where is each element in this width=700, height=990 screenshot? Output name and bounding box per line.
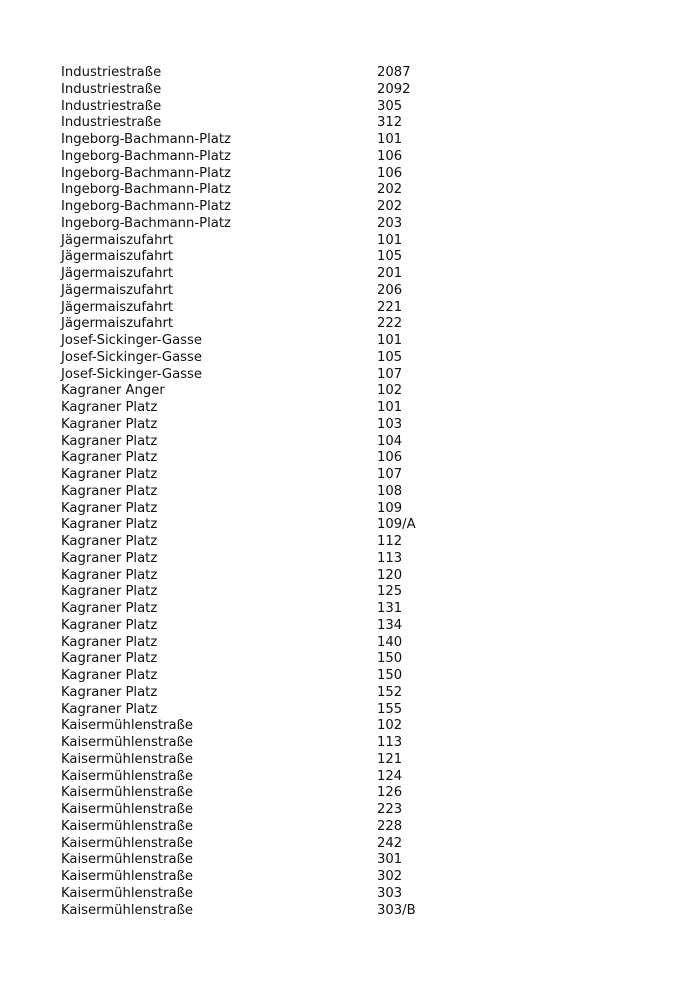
- house-number: 303: [377, 885, 403, 901]
- house-number: 202: [377, 182, 403, 198]
- street-name: Kaisermühlenstraße: [61, 818, 193, 834]
- street-name: Kagraner Platz: [61, 517, 158, 533]
- house-number: 105: [377, 349, 403, 365]
- house-number: 113: [377, 550, 403, 566]
- list-item: [61, 467, 661, 484]
- house-number: 105: [377, 249, 403, 265]
- street-name: Kaisermühlenstraße: [61, 768, 193, 784]
- list-item: [61, 367, 661, 384]
- street-name: Kagraner Platz: [61, 584, 158, 600]
- street-name: Kaisermühlenstraße: [61, 869, 193, 884]
- list-item: [61, 618, 661, 635]
- street-name: Kagraner Platz: [61, 601, 158, 616]
- street-name: Kagraner Platz: [61, 400, 158, 415]
- house-number: 134: [377, 617, 403, 633]
- street-name: Ingeborg-Bachmann-Platz: [61, 148, 231, 164]
- house-number: 301: [377, 852, 403, 868]
- list-item: [61, 149, 661, 166]
- street-name: Kagraner Platz: [61, 617, 158, 633]
- house-number: 101: [377, 232, 403, 248]
- list-item: [61, 785, 661, 802]
- house-number: 312: [377, 115, 403, 131]
- list-item: [61, 166, 661, 183]
- street-name: Kagraner Platz: [61, 668, 158, 683]
- street-name: Kaisermühlenstraße: [61, 802, 193, 817]
- street-name: Kagraner Platz: [61, 450, 158, 466]
- list-item: [61, 266, 661, 283]
- house-number: 113: [377, 735, 403, 750]
- list-item: [61, 819, 661, 836]
- list-item: [61, 869, 661, 886]
- house-number: 106: [377, 165, 403, 181]
- street-name: Ingeborg-Bachmann-Platz: [61, 215, 231, 231]
- list-item: [61, 450, 661, 467]
- list-item: [61, 132, 661, 149]
- list-item: [61, 99, 661, 116]
- house-number: 150: [377, 668, 403, 683]
- list-item: [61, 752, 661, 769]
- house-number: 201: [377, 266, 403, 281]
- list-item: [61, 534, 661, 551]
- list-item: [61, 769, 661, 786]
- house-number: 305: [377, 98, 403, 114]
- house-number: 223: [377, 802, 403, 817]
- list-item: [61, 65, 661, 82]
- list-item: [61, 903, 661, 920]
- street-name: Jägermaiszufahrt: [61, 266, 174, 281]
- list-item: [61, 199, 661, 216]
- list-item: [61, 702, 661, 719]
- street-name: Kagraner Platz: [61, 651, 158, 667]
- list-item: [61, 836, 661, 853]
- house-number: 221: [377, 299, 403, 315]
- house-number: 107: [377, 366, 403, 382]
- house-number: 150: [377, 651, 403, 667]
- list-item: [61, 484, 661, 501]
- house-number: 109/A: [377, 517, 416, 533]
- street-name: Jägermaiszufahrt: [61, 299, 174, 315]
- street-name: Kagraner Platz: [61, 467, 158, 482]
- house-number: 206: [377, 282, 403, 298]
- street-name: Kagraner Platz: [61, 416, 158, 432]
- street-name: Industriestraße: [61, 81, 162, 97]
- list-item: [61, 233, 661, 250]
- house-number: 103: [377, 416, 403, 432]
- list-item: [61, 434, 661, 451]
- street-name: Jägermaiszufahrt: [61, 316, 174, 332]
- list-item: [61, 584, 661, 601]
- list-item: [61, 802, 661, 819]
- house-number: 107: [377, 467, 403, 482]
- street-name: Kaisermühlenstraße: [61, 835, 193, 851]
- street-name: Kagraner Platz: [61, 684, 158, 700]
- street-name: Ingeborg-Bachmann-Platz: [61, 199, 231, 214]
- street-name: Kagraner Platz: [61, 433, 158, 449]
- street-name: Industriestraße: [61, 115, 162, 131]
- list-item: [61, 115, 661, 132]
- list-item: [61, 568, 661, 585]
- list-item: [61, 350, 661, 367]
- house-number: 2092: [377, 81, 411, 97]
- house-number: 202: [377, 199, 403, 214]
- list-item: [61, 551, 661, 568]
- street-name: Josef-Sickinger-Gasse: [61, 366, 203, 382]
- house-number: 302: [377, 869, 403, 884]
- street-name: Kagraner Platz: [61, 550, 158, 566]
- list-item: [61, 216, 661, 233]
- house-number: 131: [377, 601, 403, 616]
- list-item: [61, 249, 661, 266]
- house-number: 228: [377, 818, 403, 834]
- house-number: 101: [377, 132, 403, 147]
- house-number: 140: [377, 634, 403, 650]
- list-item: [61, 601, 661, 618]
- house-number: 155: [377, 701, 403, 717]
- street-name: Ingeborg-Bachmann-Platz: [61, 165, 231, 181]
- house-number: 102: [377, 718, 403, 734]
- house-number: 203: [377, 215, 403, 231]
- street-name: Kaisermühlenstraße: [61, 751, 193, 767]
- list-item: [61, 886, 661, 903]
- house-number: 106: [377, 450, 403, 466]
- house-number: 125: [377, 584, 403, 600]
- list-item: [61, 517, 661, 534]
- street-name: Kaisermühlenstraße: [61, 852, 193, 868]
- house-number: 106: [377, 148, 403, 164]
- house-number: 152: [377, 684, 403, 700]
- address-list: [61, 65, 661, 919]
- list-item: [61, 182, 661, 199]
- street-name: Industriestraße: [61, 65, 162, 80]
- street-name: Kagraner Platz: [61, 483, 158, 499]
- street-name: Jägermaiszufahrt: [61, 282, 174, 298]
- list-item: [61, 82, 661, 99]
- house-number: 120: [377, 567, 403, 583]
- list-item: [61, 718, 661, 735]
- house-number: 121: [377, 751, 403, 767]
- street-name: Kagraner Anger: [61, 383, 165, 399]
- list-item: [61, 283, 661, 300]
- street-name: Jägermaiszufahrt: [61, 249, 174, 265]
- house-number: 101: [377, 333, 403, 348]
- list-item: [61, 635, 661, 652]
- list-item: [61, 316, 661, 333]
- street-name: Ingeborg-Bachmann-Platz: [61, 132, 231, 147]
- street-name: Ingeborg-Bachmann-Platz: [61, 182, 231, 198]
- list-item: [61, 333, 661, 350]
- house-number: 112: [377, 534, 403, 549]
- street-name: Kaisermühlenstraße: [61, 785, 193, 801]
- house-number: 102: [377, 383, 403, 399]
- street-name: Jägermaiszufahrt: [61, 232, 174, 248]
- list-item: [61, 400, 661, 417]
- house-number: 126: [377, 785, 403, 801]
- list-item: [61, 383, 661, 400]
- house-number: 303/B: [377, 902, 416, 918]
- house-number: 242: [377, 835, 403, 851]
- list-item: [61, 501, 661, 518]
- street-name: Kaisermühlenstraße: [61, 902, 193, 918]
- list-item: [61, 651, 661, 668]
- list-item: [61, 668, 661, 685]
- street-name: Industriestraße: [61, 98, 162, 114]
- list-item: [61, 852, 661, 869]
- street-name: Kagraner Platz: [61, 500, 158, 516]
- street-name: Kaisermühlenstraße: [61, 735, 193, 750]
- list-item: [61, 685, 661, 702]
- street-name: Kaisermühlenstraße: [61, 885, 193, 901]
- house-number: 124: [377, 768, 403, 784]
- list-item: [61, 300, 661, 317]
- house-number: 101: [377, 400, 403, 415]
- house-number: 108: [377, 483, 403, 499]
- street-name: Kagraner Platz: [61, 567, 158, 583]
- street-name: Josef-Sickinger-Gasse: [61, 349, 203, 365]
- house-number: 104: [377, 433, 403, 449]
- street-name: Kagraner Platz: [61, 701, 158, 717]
- list-item: [61, 735, 661, 752]
- house-number: 2087: [377, 65, 411, 80]
- house-number: 109: [377, 500, 403, 516]
- street-name: Kaisermühlenstraße: [61, 718, 193, 734]
- house-number: 222: [377, 316, 403, 332]
- street-name: Kagraner Platz: [61, 534, 158, 549]
- street-name: Kagraner Platz: [61, 634, 158, 650]
- list-item: [61, 417, 661, 434]
- street-name: Josef-Sickinger-Gasse: [61, 333, 203, 348]
